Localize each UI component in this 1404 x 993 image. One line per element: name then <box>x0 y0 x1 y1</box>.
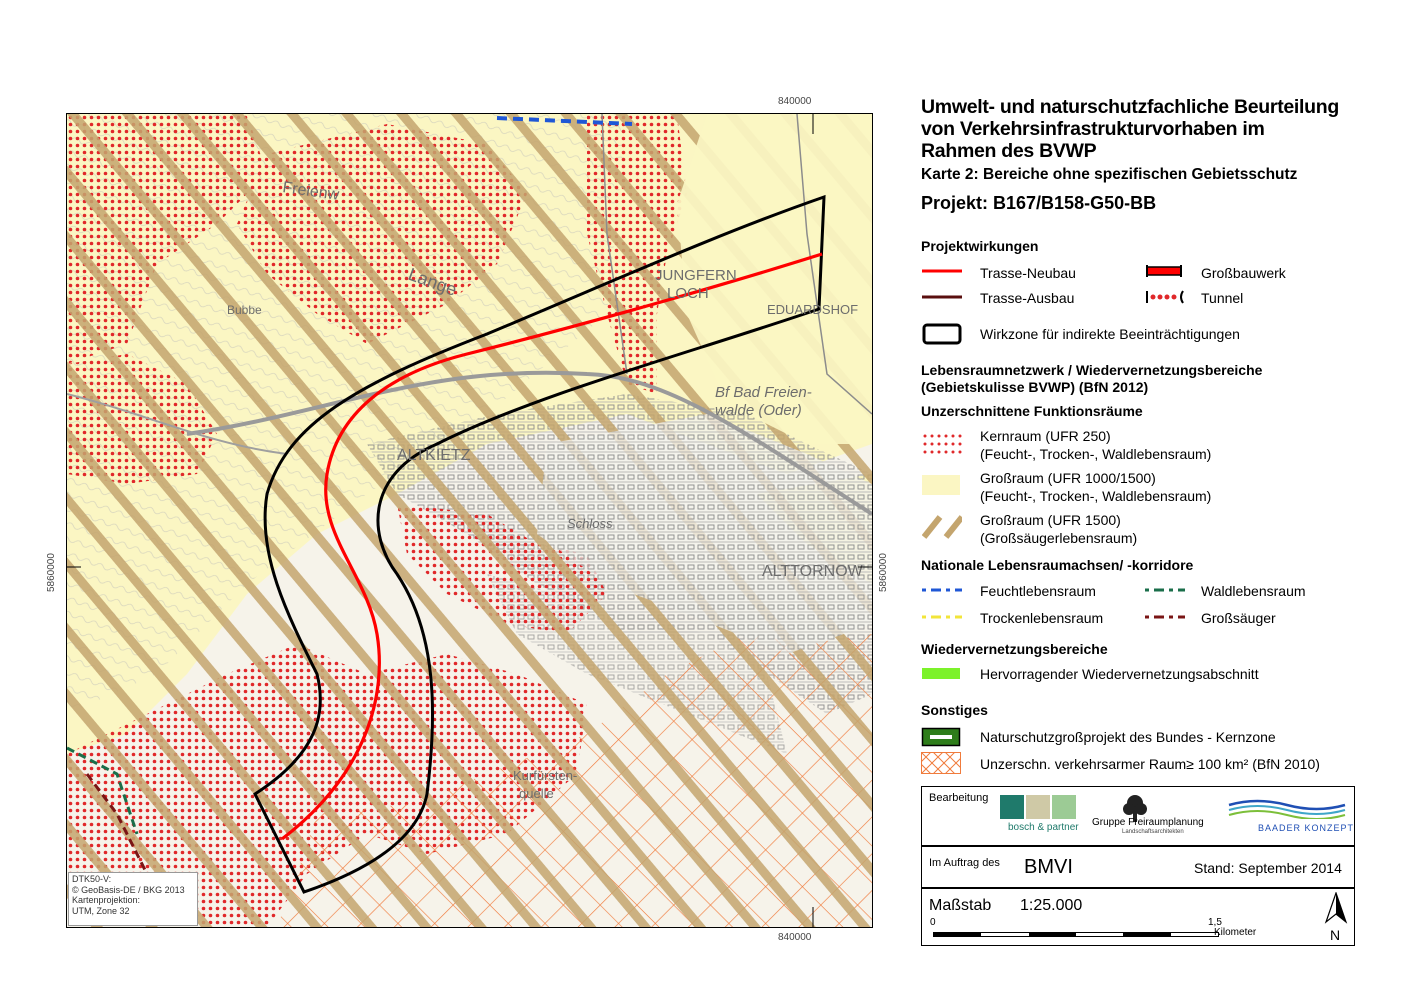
logo-baader-text: BAADER KONZEPT <box>1258 823 1355 833</box>
label-bubbe: Bubbe <box>227 303 262 317</box>
logo-gruppe-text: Gruppe Freiraumplanung <box>1092 817 1204 828</box>
label-bf-2: walde (Oder) <box>715 402 802 419</box>
legend-grossaeuger-2: (Großsäugerlebensraum) <box>980 530 1138 546</box>
massstab-label: Maßstab <box>929 897 992 914</box>
coord-bottom: 840000 <box>778 932 812 943</box>
credit-line-1: DTK50-V: <box>72 874 112 884</box>
title-line-2: von Verkehrsinfrastrukturvorhaben im <box>921 118 1265 140</box>
label-alttornow: ALTTORNOW <box>762 563 863 580</box>
scale-bar <box>933 932 1219 937</box>
north-arrow-icon <box>1324 892 1348 924</box>
legend-kernraum-2: (Feucht-, Trocken-, Waldlebensraum) <box>980 446 1212 462</box>
legend-grossbauwerk: Großbauwerk <box>1201 265 1286 281</box>
legend-trasse-neubau: Trasse-Neubau <box>980 265 1076 281</box>
heading-sonstiges: Sonstiges <box>921 702 988 718</box>
coord-right: 5860000 <box>878 553 889 592</box>
label-loch: LOCH <box>667 285 709 302</box>
wiedervernetzung-symbol <box>922 668 960 679</box>
logo-bosch-block-1 <box>1000 795 1024 819</box>
label-altkietz: ALTKIETZ <box>397 447 471 464</box>
legend-verkehrsarm: Unzerschn. verkehrsarmer Raum≥ 100 km² (BfN 2010) <box>980 756 1320 772</box>
north-label: N <box>1330 927 1341 943</box>
legend-trocken: Trockenlebensraum <box>980 610 1104 626</box>
credit-line-3: Kartenprojektion: <box>72 895 141 905</box>
heading-ufr: Unzerschnittene Funktionsräume <box>921 403 1143 419</box>
kernraum-symbol <box>922 433 962 455</box>
verkehrsarm-symbol <box>921 752 961 774</box>
legend-grossaeuger-achse: Großsäuger <box>1201 610 1276 626</box>
heading-projektwirkungen: Projektwirkungen <box>921 238 1039 254</box>
legend-grossraum-1: Großraum (UFR 1000/1500) <box>980 470 1156 486</box>
logo-bosch-block-2 <box>1026 795 1050 819</box>
bearbeitung-label: Bearbeitung <box>929 792 989 804</box>
label-eduardshof: EDUARDSHOF <box>767 302 859 317</box>
grossbauwerk-symbol <box>1145 264 1185 278</box>
legend-wald: Waldlebensraum <box>1201 583 1306 599</box>
scale-start: 0 <box>930 917 936 928</box>
stand-label: Stand: September 2014 <box>1194 860 1342 876</box>
map-subtitle: Karte 2: Bereiche ohne spezifischen Gebietsschutz <box>921 166 1298 183</box>
label-quelle: quelle <box>519 786 554 801</box>
trasse-neubau-symbol <box>922 264 962 278</box>
legend-npg: Naturschutzgroßprojekt des Bundes - Kernzone <box>980 729 1276 745</box>
grossaeuger-symbol <box>922 515 962 539</box>
title-line-1: Umwelt- und naturschutzfachliche Beurteilung <box>921 96 1339 118</box>
credit-line-2: © GeoBasis-DE / BKG 2013 <box>72 884 185 895</box>
map-credit <box>68 872 198 926</box>
legend-grossraum-2: (Feucht-, Trocken-, Waldlebensraum) <box>980 488 1212 504</box>
massstab-value: 1:25.000 <box>1020 897 1083 914</box>
legend-wiedervernetzung: Hervorragender Wiedervernetzungsabschnitt <box>980 666 1259 682</box>
feucht-symbol <box>922 583 962 597</box>
bearbeitung-box <box>921 786 1355 846</box>
heading-wiedervernetzung: Wiedervernetzungsbereiche <box>921 641 1108 657</box>
project-label: Projekt: B167/B158-G50-BB <box>921 193 1157 213</box>
coord-top: 840000 <box>778 96 812 107</box>
tunnel-symbol <box>1145 289 1185 305</box>
grossaeuger-achse-symbol <box>1145 610 1185 624</box>
label-schloss: Schloss <box>567 516 613 531</box>
logo-gruppe-sub: Landschaftsarchitekten <box>1122 829 1184 835</box>
scale-unit: Kilometer <box>1214 927 1257 938</box>
label-bf-1: Bf Bad Freien- <box>715 384 812 401</box>
map-canvas[interactable] <box>67 114 872 927</box>
map-panel[interactable] <box>66 113 873 928</box>
heading-lebensraumnetzwerk: Lebensraumnetzwerk / Wiedervernetzungsbereiche <box>921 362 1263 378</box>
legend-grossaeuger-1: Großraum (UFR 1500) <box>980 512 1121 528</box>
npg-symbol <box>921 727 961 747</box>
logo-bosch-text: bosch & partner <box>1008 822 1079 833</box>
legend-trasse-ausbau: Trasse-Ausbau <box>980 290 1075 306</box>
scale-end: 1,5 <box>1208 917 1222 928</box>
label-lange: Lange <box>405 263 460 300</box>
title-line-3: Rahmen des BVWP <box>921 140 1097 162</box>
wirkzone-symbol <box>922 323 962 345</box>
wald-symbol <box>1145 583 1185 597</box>
map-title <box>921 96 1361 162</box>
legend-wirkzone: Wirkzone für indirekte Beeinträchtigungen <box>980 326 1240 342</box>
heading-gebietskulisse: (Gebietskulisse BVWP) (BfN 2012) <box>921 379 1149 395</box>
auftrag-value: BMVI <box>1024 856 1073 878</box>
legend-header <box>921 96 1361 214</box>
legend-kernraum-1: Kernraum (UFR 250) <box>980 428 1111 444</box>
heading-achsen: Nationale Lebensraumachsen/ -korridore <box>921 557 1194 573</box>
grossraum-symbol <box>922 475 960 495</box>
coord-left: 5860000 <box>46 553 57 592</box>
legend-feucht: Feuchtlebensraum <box>980 583 1096 599</box>
credit-line-4: UTM, Zone 32 <box>72 905 130 916</box>
label-freienw: Freienw <box>281 179 341 204</box>
trasse-ausbau-symbol <box>922 290 962 304</box>
legend-tunnel: Tunnel <box>1201 290 1244 306</box>
auftrag-label: Im Auftrag des <box>929 857 1000 869</box>
massstab-box <box>921 888 1355 946</box>
label-jungfern: JUNGFERN <box>655 267 737 284</box>
baader-waves-icon <box>1227 797 1347 819</box>
trocken-symbol <box>922 610 962 624</box>
auftrag-box <box>921 846 1355 888</box>
logo-bosch-block-3 <box>1052 795 1076 819</box>
label-kurfuersten: Kurfürsten- <box>513 768 578 783</box>
